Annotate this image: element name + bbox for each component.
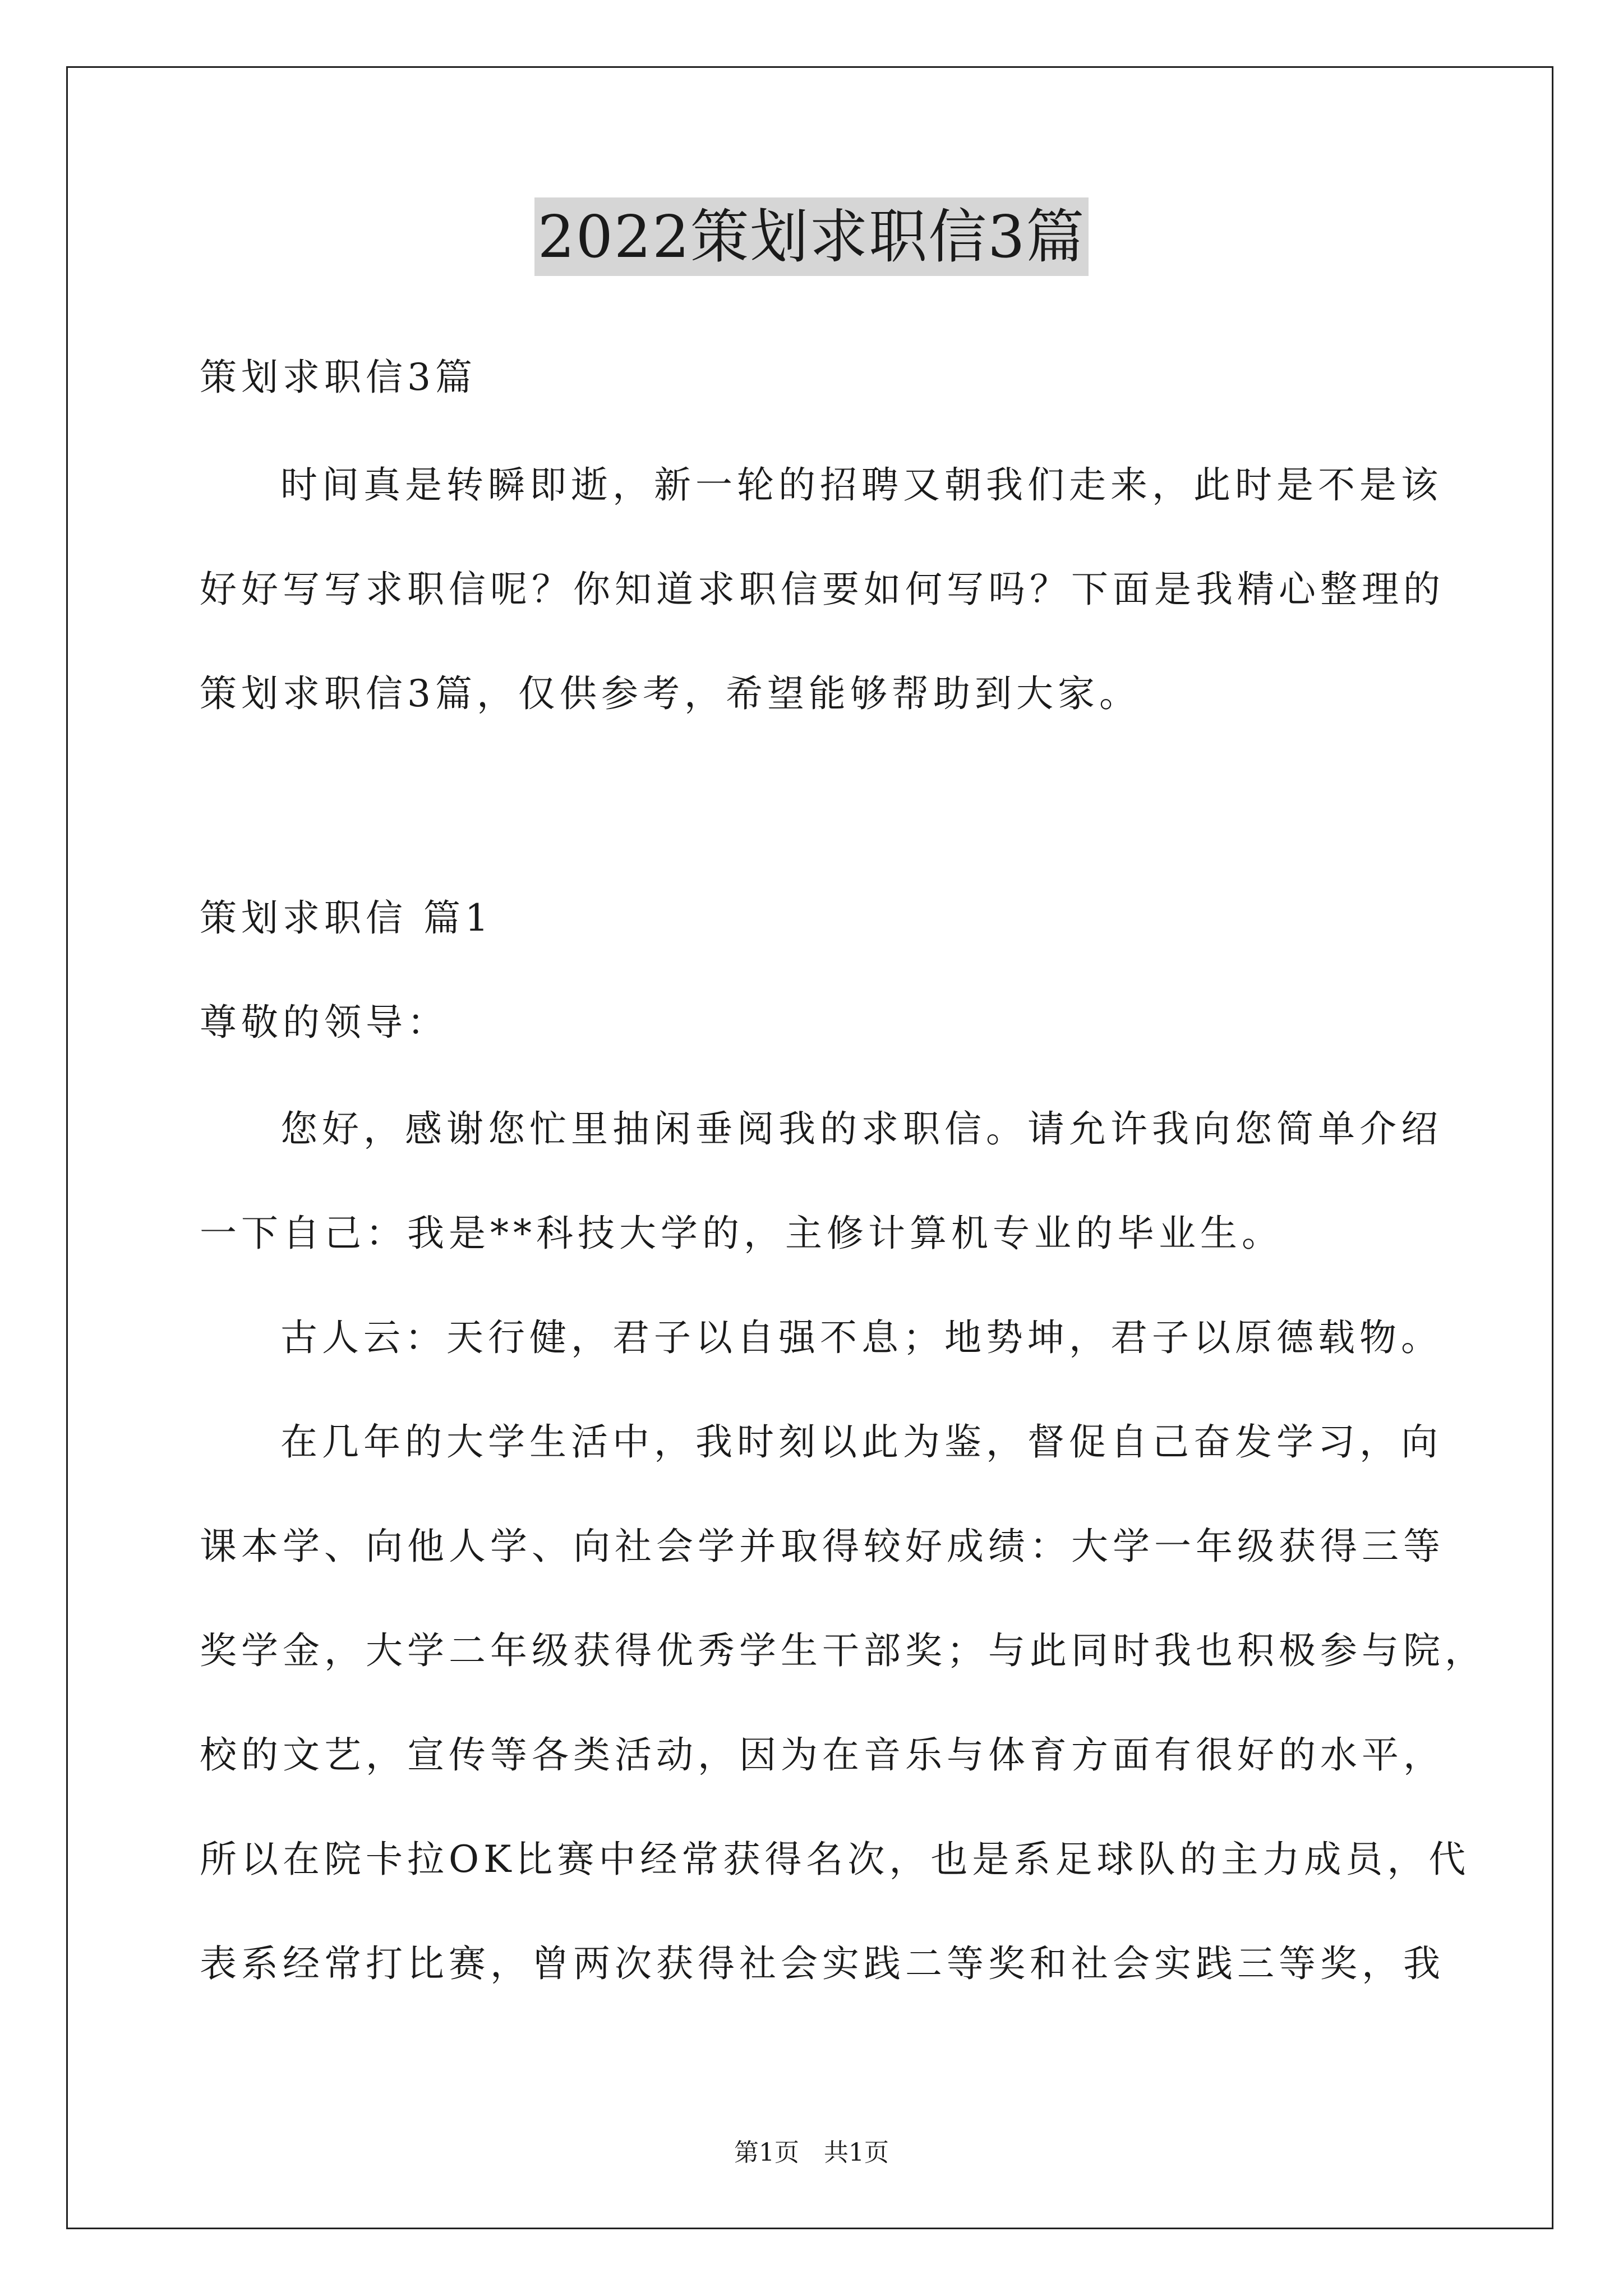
section-heading: 策划求职信 篇1 [200,896,493,940]
para3-line-4: 校的文艺，宣传等各类活动，因为在音乐与体育方面有很好的水平， [200,1733,1445,1777]
intro-line-2: 好好写写求职信呢？你知道求职信要如何写吗？下面是我精心整理的 [200,568,1445,611]
para3-line-6: 表系经常打比赛，曾两次获得社会实践二等奖和社会实践三等奖，我 [200,1942,1445,1985]
page-footer: 第1页 共1页 [734,2138,889,2167]
salutation: 尊敬的领导： [200,1001,449,1044]
para1-line-2: 一下自己：我是**科技大学的，主修计算机专业的毕业生。 [200,1212,1283,1255]
title-container [0,197,1623,276]
para3-line-3: 奖学金，大学二年级获得优秀学生干部奖；与此同时我也积极参与院， [200,1629,1486,1672]
intro-line-3: 策划求职信3篇，仅供参考，希望能够帮助到大家。 [200,672,1141,715]
document-title: 2022策划求职信3篇 [534,197,1089,276]
para2-line-1: 古人云：天行健，君子以自强不息；地势坤，君子以原德载物。 [280,1316,1442,1359]
document-subtitle: 策划求职信3篇 [200,356,477,399]
intro-line-1: 时间真是转瞬即逝，新一轮的招聘又朝我们走来，此时是不是该 [280,463,1442,507]
para3-line-1: 在几年的大学生活中，我时刻以此为鉴，督促自己奋发学习，向 [280,1420,1442,1464]
para3-line-5: 所以在院卡拉OK比赛中经常获得名次，也是系足球队的主力成员，代 [200,1838,1470,1881]
para1-line-1: 您好，感谢您忙里抽闲垂阅我的求职信。请允许我向您简单介绍 [280,1107,1442,1151]
para3-line-2: 课本学、向他人学、向社会学并取得较好成绩：大学一年级获得三等 [200,1525,1445,1568]
